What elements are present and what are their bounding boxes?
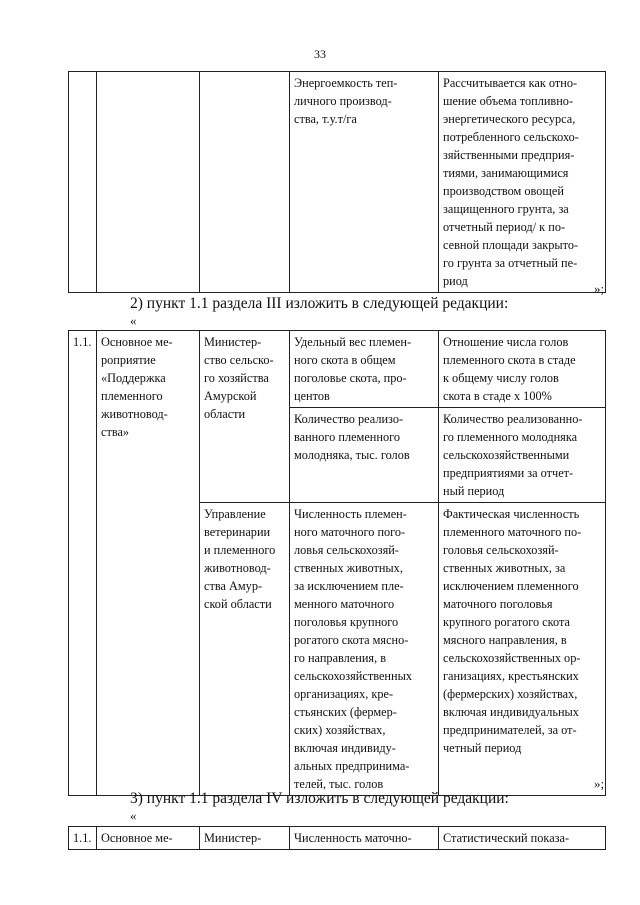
closing-quote-mark: »; [594,281,605,296]
cell-executor [200,827,290,850]
table-row [69,331,606,408]
num-text: 1.1. [73,335,92,349]
method-text: Отношение числа голов племенного скота в стаде к общему числу голов скота в стаде х 100% [443,335,576,403]
method-text: Фактическая численность племенного маточного по- головья сельскохозяй- ственных животных, за исключением племенного маточного поголовья крупного рогатого скота мясного направления, в сельскохозяйственных ор- ганизациях, крестьянских (фермерских) хозяйствах, включая индивидуальных предпринимателей, за от- четный период [443,507,582,755]
cell-num [69,331,97,796]
page-number: 33 [314,47,326,61]
cell-executor-veterinary [200,503,290,796]
paragraph-3: 3) пункт 1.1 раздела IV изложить в следующей редакции: [130,790,509,807]
cell-activity [97,331,200,796]
table-section-3 [68,330,606,796]
method-text: Количество реализованно- го племенного молодняка сельскохозяйственными предприятиями за отчет- ный период [443,412,583,498]
cell-method [439,331,606,408]
cell-method [439,408,606,503]
executor-text: Управление ветеринарии и племенного животновод- ства Амур- ской области [204,507,276,611]
cell-method [439,827,606,850]
indicator-text: Удельный вес племен- ного скота в общем поголовье скота, про- центов [294,335,412,403]
closing-quote-mark: »; [594,776,605,791]
indicator-text: Количество реализо- ванного племенного молодняка, тыс. голов [294,412,410,462]
opening-quote-mark: « [130,313,137,328]
cell-indicator [290,503,439,796]
cell-indicator [290,72,439,293]
indicator-text: Численность племен- ного маточного пого- ловья сельскохозяй- ственных животных, за исключением пле- менного маточного поголовья крупного рогатого скота мясно- го направления, в сельскохозяйственных организациях, кре- стьянских (фермер- ских) хозяйствах, включая индивиду- альных предпринима- телей, тыс. голов [294,507,412,791]
method-text: Статистический показа- [443,831,570,845]
opening-quote-mark: « [130,808,137,823]
cell-activity [97,72,200,293]
indicator-text: Энергоемкость теп- личного производ- ства, т.у.т/га [294,76,398,126]
cell-indicator [290,408,439,503]
table-continuation [68,71,606,293]
cell-indicator [290,827,439,850]
cell-activity [97,827,200,850]
activity-text: Основное ме- роприятие «Поддержка племенного животновод- ства» [101,335,173,439]
cell-num [69,72,97,293]
table-row [69,72,606,293]
cell-method [439,72,606,293]
indicator-text: Численность маточно- [294,831,412,845]
cell-method [439,503,606,796]
cell-executor-ministry [200,331,290,503]
paragraph-2: 2) пункт 1.1 раздела III изложить в следующей редакции: [130,295,509,312]
cell-executor [200,72,290,293]
num-text: 1.1. [73,831,92,845]
table-section-4 [68,826,606,850]
activity-text: Основное ме- [101,831,173,845]
table-row [69,827,606,850]
executor-text: Министер- ство сельско- го хозяйства Амурской области [204,335,274,421]
executor-text: Министер- [204,831,262,845]
cell-indicator [290,331,439,408]
method-text: Рассчитывается как отно- шение объема топливно- энергетического ресурса, потребленного сельскохо- зяйственными предприя- тиями, занимающимися производством овощей защищенного грунта, за отчетный период/ к по- севной площади закрыто- го грунта за отчетный пе- риод [443,76,579,288]
cell-num [69,827,97,850]
